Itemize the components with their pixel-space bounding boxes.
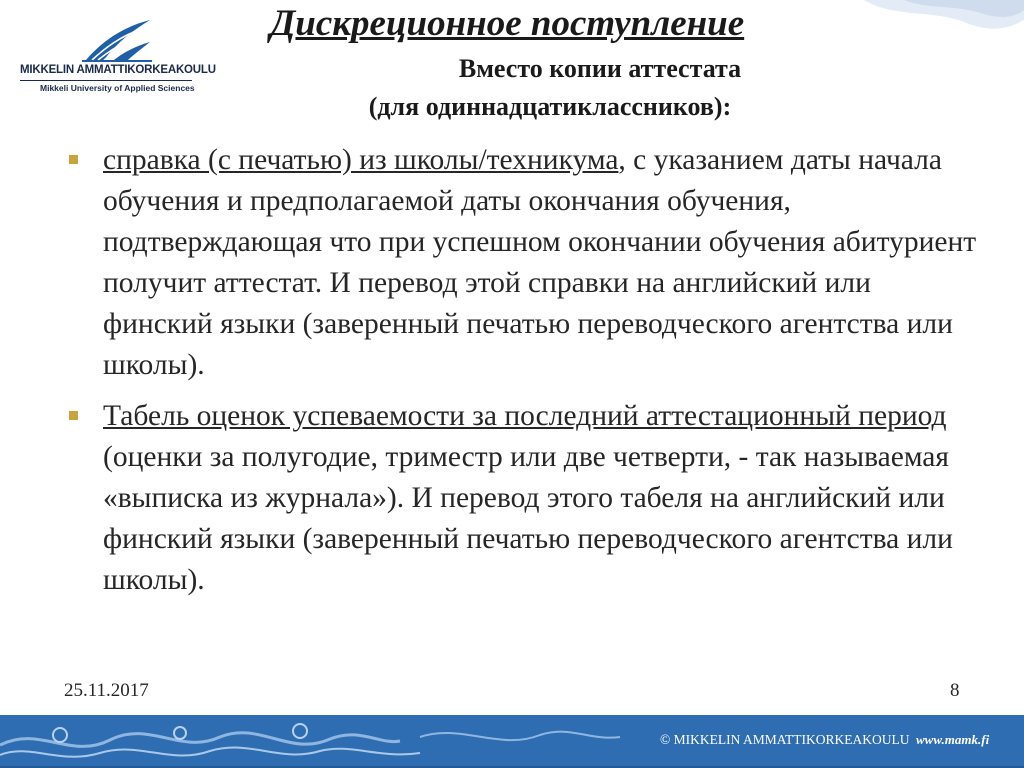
bullet-underlined-text: Табель оценок успеваемости за последний аттестационный период [103, 400, 947, 432]
slide-subtitle-line2: (для одиннадцатиклассников): [368, 92, 732, 121]
university-logo [20, 16, 216, 100]
slide-title: Дискреционное поступление [270, 3, 745, 44]
sail-logo-icon [78, 16, 152, 62]
footer-date: 25.11.2017 [64, 680, 149, 701]
slide-body [66, 140, 986, 611]
bullet-item [66, 140, 986, 386]
bullet-text: , с указанием даты начала обучения и предполагаемой даты окончания обучения, подтверждающая что при успешном окончании обучения абитуриент получит аттестат. И перевод этой справки на английский или финский языки (заверенный печатью переводческого агентства или школы). [103, 144, 977, 381]
bullet-square-icon [69, 155, 78, 164]
bullet-square-icon [69, 411, 78, 420]
footer-copyright: © MIKKELIN AMMATTIKORKEAKOULU [660, 732, 910, 747]
logo-divider [20, 80, 192, 81]
top-wave-decoration [844, 0, 1024, 60]
footer-page-number: 8 [950, 680, 960, 701]
bullet-underlined-text: справка (с печатью) из школы/техникума [103, 144, 619, 176]
bullet-item [66, 396, 986, 601]
slide-subtitle-line1: Вместо копии аттестата [458, 54, 742, 83]
logo-name: MIKKELIN AMMATTIKORKEAKOULU [20, 64, 216, 76]
footer-url: www.mamk.fi [916, 732, 990, 747]
bullet-text: (оценки за полугодие, триместр или две четверти, - так называемая «выписка из журнала»). И перевод этого табеля на английский или финский языки (заверенный печатью переводческого агентства или школы). [103, 441, 953, 596]
logo-subtitle: Mikkeli University of Applied Sciences [40, 83, 195, 93]
